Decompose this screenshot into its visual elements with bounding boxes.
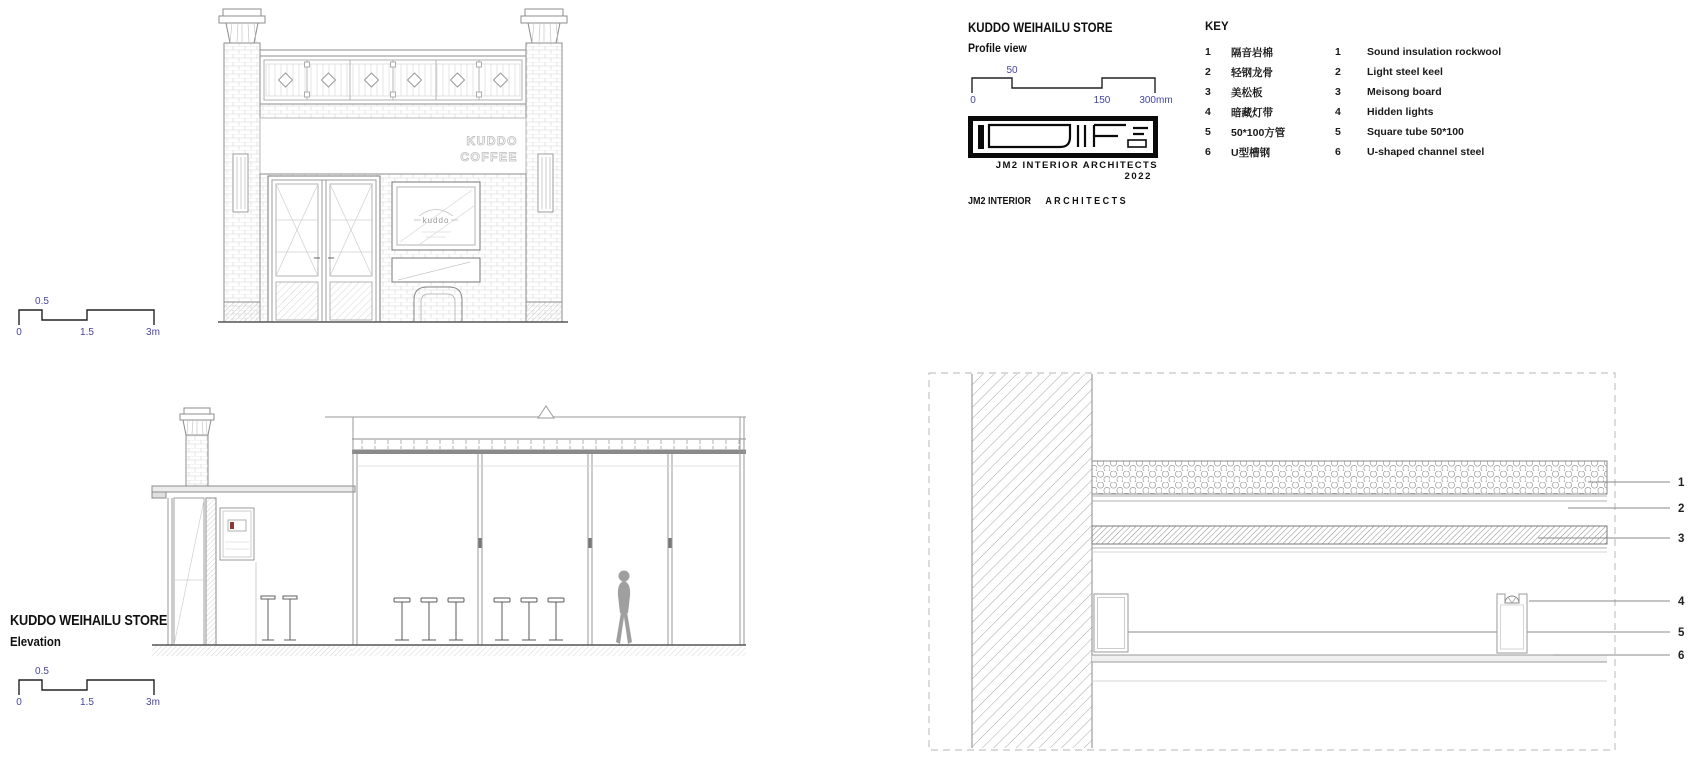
key-term-en: Meisong board	[1367, 86, 1442, 98]
scale-bar-meters-top	[6, 294, 166, 336]
firm-name-right: A R C H I T E C T S	[1045, 196, 1126, 207]
window-transom	[392, 258, 480, 282]
key-term-zh: 轻钢龙骨	[1231, 66, 1273, 79]
key-num-en: 3	[1335, 86, 1341, 98]
key-row	[1205, 82, 1535, 102]
key-legend	[1205, 21, 1535, 162]
u-channel-with-light	[1497, 594, 1527, 653]
key-term-en: Hidden lights	[1367, 106, 1434, 118]
rockwool-layer	[1092, 461, 1607, 494]
annex-bar-stools	[256, 562, 297, 645]
scale-end-label: 3m	[146, 697, 160, 706]
key-num-en: 6	[1335, 146, 1341, 158]
key-term-zh: U型槽钢	[1231, 146, 1271, 159]
key-row	[1205, 122, 1535, 142]
parapet-lines	[260, 50, 526, 56]
key-term-en: Square tube 50*100	[1367, 126, 1464, 138]
main-bar-stools	[394, 598, 564, 640]
left-column-capital	[219, 9, 265, 43]
profile-title-block	[968, 20, 1178, 207]
sign-text-line2: COFFEE	[460, 150, 518, 164]
detail-callout-2: 2	[1678, 503, 1685, 515]
key-num-zh: 4	[1205, 106, 1211, 118]
floor-hatch	[352, 646, 746, 656]
key-num-zh: 1	[1205, 46, 1211, 58]
left-pilaster-base	[224, 302, 260, 322]
key-num-en: 1	[1335, 46, 1341, 58]
detail-callout-4: 4	[1678, 596, 1685, 608]
annex-window-sign	[220, 508, 254, 560]
annex-roof	[152, 486, 355, 498]
key-term-zh: 50*100方管	[1231, 126, 1286, 139]
detail-callout-1: 1	[1678, 477, 1685, 489]
key-num-en: 5	[1335, 126, 1341, 138]
key-term-zh: 隔音岩棉	[1231, 46, 1273, 59]
scale-bar-mm	[968, 63, 1178, 103]
scale-bar-shape	[19, 680, 154, 695]
key-num-en: 2	[1335, 66, 1341, 78]
scale-zero-label: 0	[16, 327, 22, 336]
firm-name-left: JM2 INTERIOR	[968, 196, 1032, 207]
key-term-en: U-shaped channel steel	[1367, 146, 1485, 158]
person-figure	[616, 571, 632, 645]
scale-end-label: 300mm	[1139, 95, 1173, 103]
key-term-zh: 暗藏灯带	[1231, 106, 1273, 119]
jm2-logo	[968, 116, 1158, 158]
logo-caption: JM2 INTERIOR ARCHITECTS	[995, 160, 1158, 171]
brick-strip	[260, 104, 526, 118]
scale-zero-label: 0	[16, 697, 22, 706]
main-roof	[325, 406, 746, 454]
key-heading: KEY	[1205, 21, 1229, 33]
entry-double-door	[268, 176, 380, 322]
key-num-zh: 5	[1205, 126, 1211, 138]
key-row	[1205, 102, 1535, 122]
board-layer	[1092, 526, 1607, 552]
square-tube	[1094, 594, 1128, 652]
firm-line	[968, 196, 1157, 207]
scale-zero-label: 0	[970, 95, 976, 103]
scale-bar-meters-bottom	[6, 664, 166, 706]
detail-callout-5: 5	[1678, 627, 1685, 639]
detail-callout-6: 6	[1678, 650, 1685, 662]
logo-year: 2022	[1124, 171, 1152, 182]
elevation-title: KUDDO WEIHAILU STORE	[10, 612, 168, 629]
storefront-elevation-drawing	[218, 6, 568, 330]
frieze-band	[264, 60, 522, 100]
right-pilaster-base	[526, 302, 562, 322]
sign-text-line1: KUDDO	[466, 134, 518, 148]
key-num-en: 4	[1335, 106, 1341, 118]
profile-title: KUDDO WEIHAILU STORE	[968, 20, 1113, 35]
profile-subtitle: Profile view	[968, 41, 1027, 55]
scale-mid-label: 1.5	[80, 697, 94, 706]
right-column-capital	[521, 9, 567, 43]
scale-bar-shape	[19, 310, 154, 325]
key-term-zh: 美松板	[1231, 86, 1263, 99]
scale-end-label: 3m	[146, 327, 160, 336]
profile-detail-drawing	[928, 372, 1700, 754]
key-num-zh: 3	[1205, 86, 1211, 98]
window-sign-text: kuddo	[422, 216, 450, 225]
key-num-zh: 6	[1205, 146, 1211, 158]
scale-mid-top-label: 50	[1006, 65, 1018, 76]
key-row	[1205, 62, 1535, 82]
scale-mid-label: 1.5	[80, 327, 94, 336]
scale-mid-top-label: 0.5	[35, 666, 49, 677]
key-term-en: Sound insulation rockwool	[1367, 46, 1502, 58]
chimney	[180, 408, 214, 486]
elevation-caption	[10, 612, 195, 649]
key-row	[1205, 142, 1535, 162]
display-window	[392, 182, 480, 250]
detail-callout-3: 3	[1678, 533, 1685, 545]
section-elevation-drawing	[150, 400, 760, 662]
scale-bar-shape	[972, 78, 1155, 93]
scale-mid-top-label: 0.5	[35, 296, 49, 307]
key-row	[1205, 42, 1535, 62]
hatched-wall-section	[972, 374, 1092, 748]
key-term-en: Light steel keel	[1367, 66, 1443, 78]
key-num-zh: 2	[1205, 66, 1211, 78]
annex-wall-pier	[206, 498, 216, 645]
scale-mid-label: 150	[1093, 95, 1111, 103]
elevation-subtitle: Elevation	[10, 634, 61, 649]
